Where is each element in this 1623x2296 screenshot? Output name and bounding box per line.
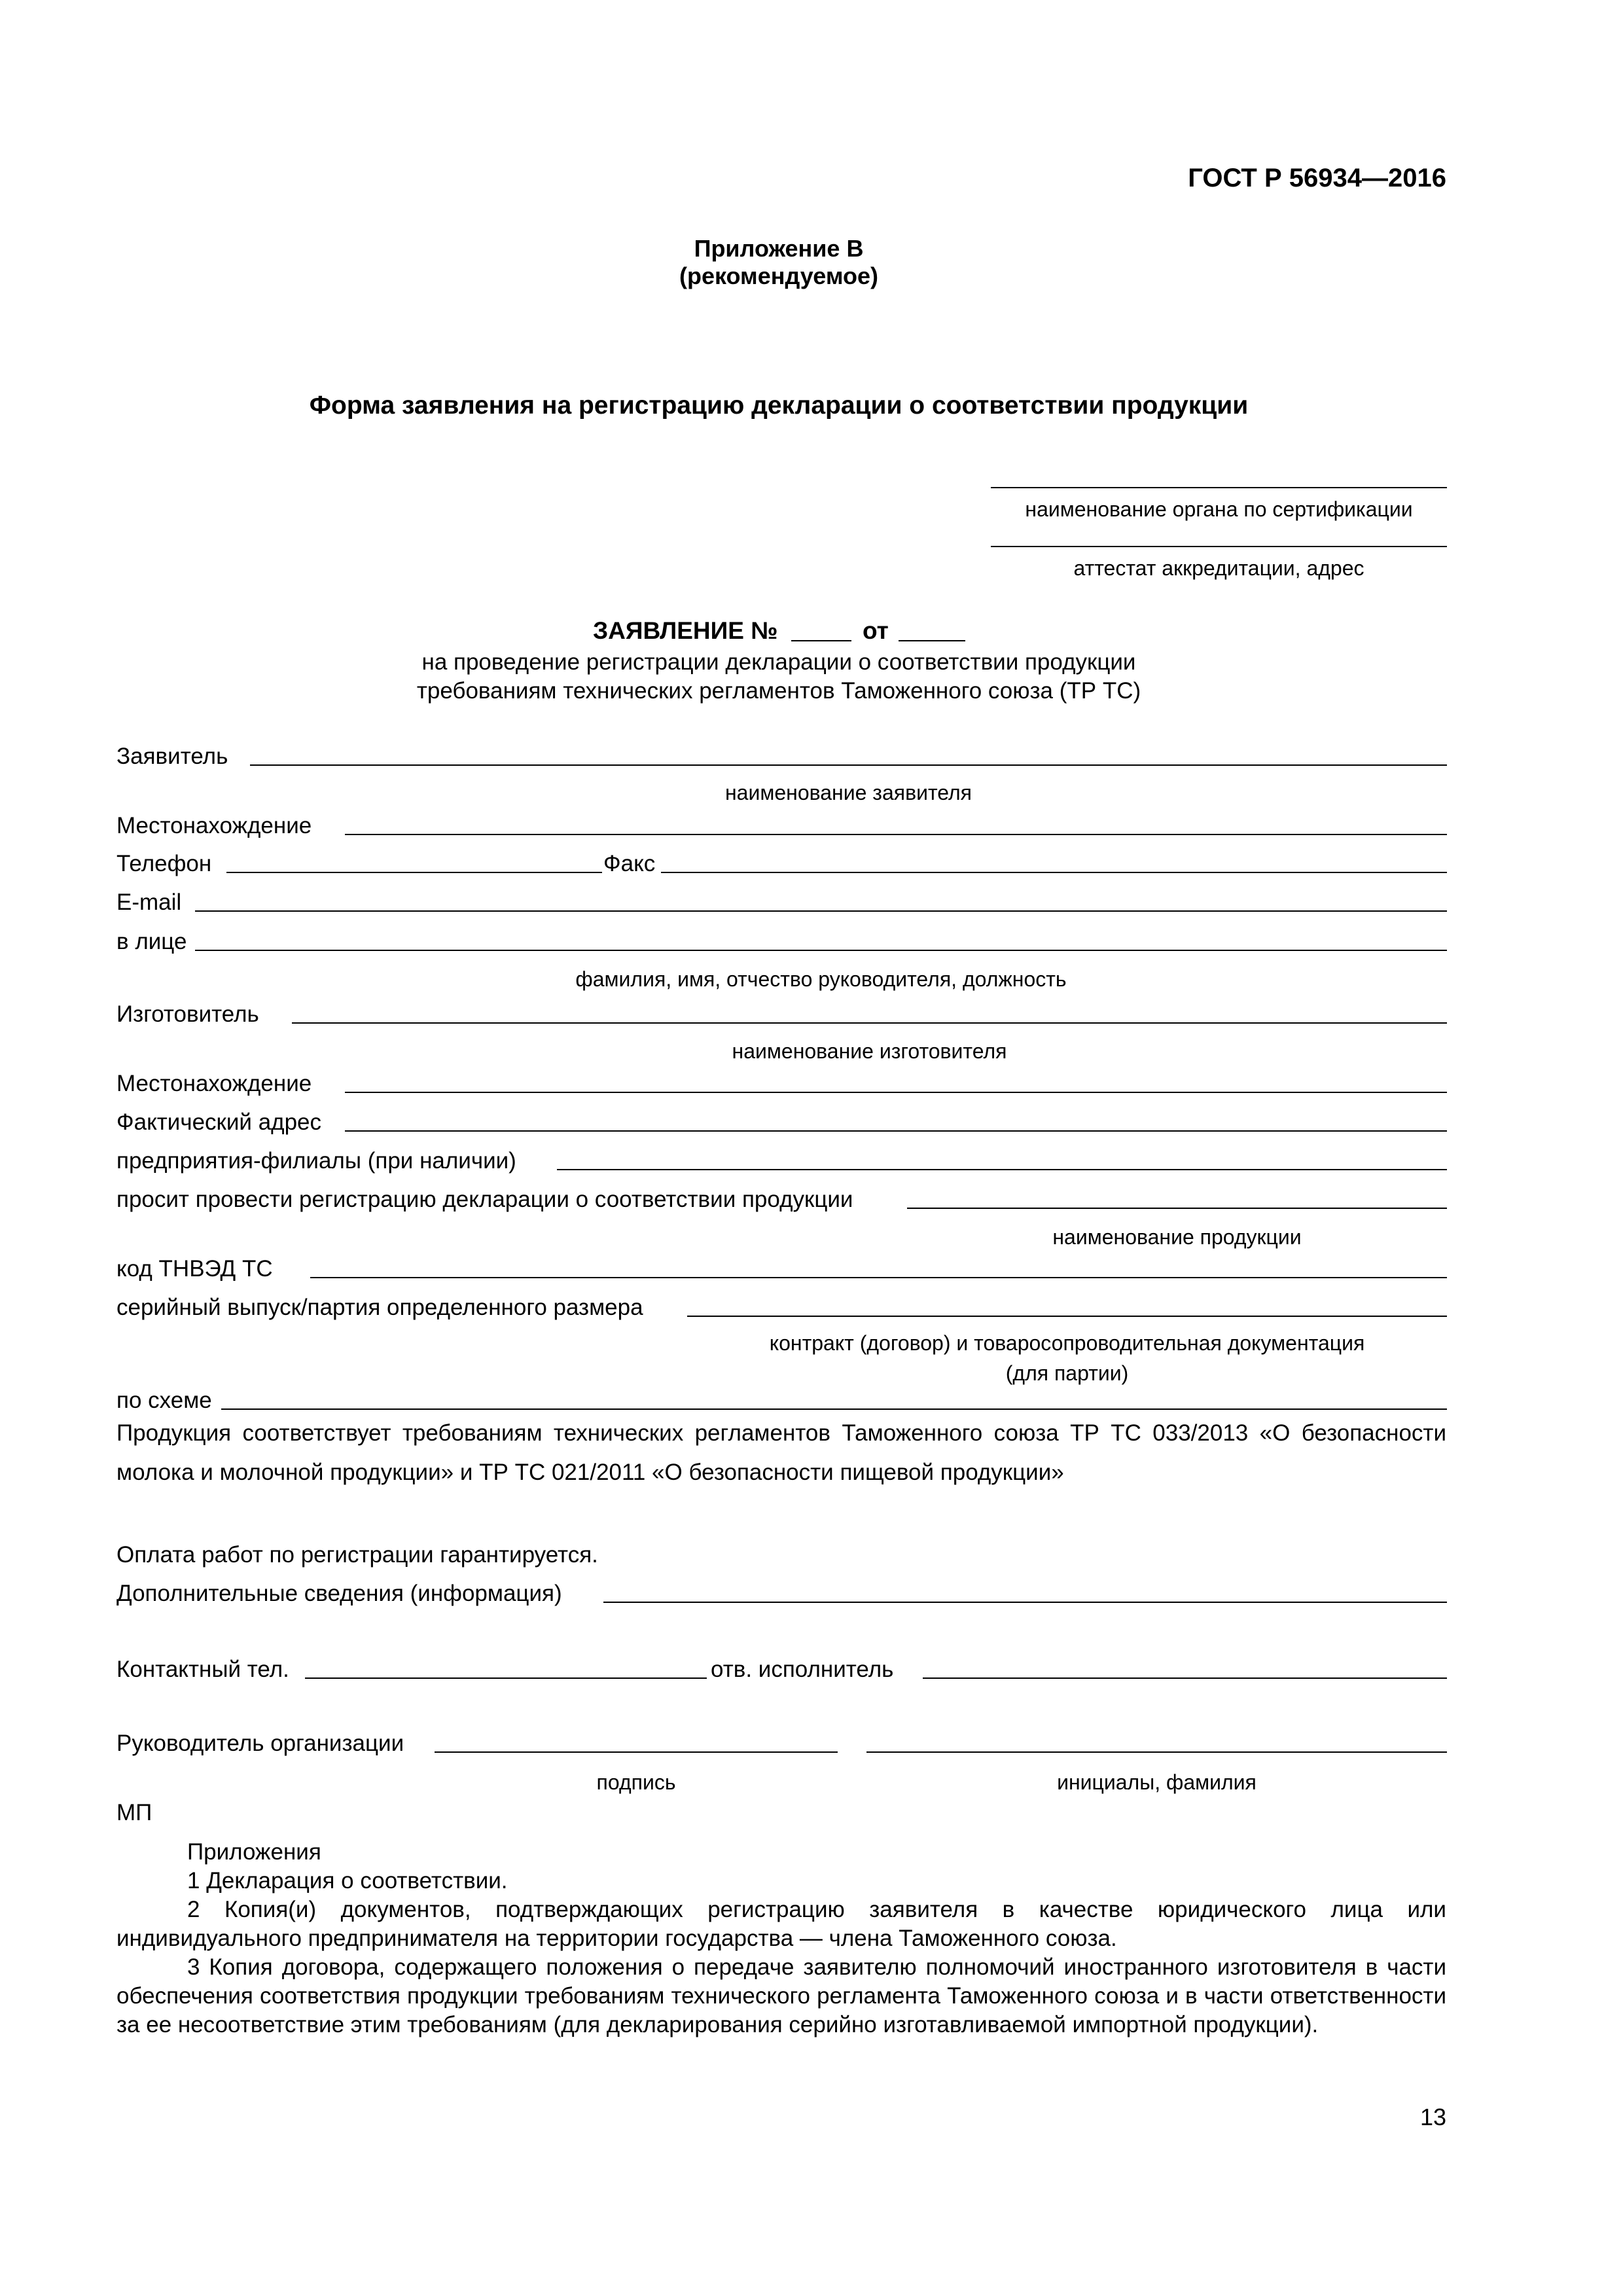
- statement-from-label: от: [863, 617, 889, 644]
- scheme-label: по схеме: [116, 1388, 212, 1413]
- appendices-title: Приложения: [187, 1839, 321, 1865]
- represented-label: в лице: [116, 929, 187, 954]
- stamp-label: МП: [116, 1800, 152, 1825]
- initials-caption: инициалы, фамилия: [1057, 1770, 1257, 1794]
- actual-address-label: Фактический адрес: [116, 1109, 322, 1135]
- manufacturer-location-label: Местонахождение: [116, 1071, 312, 1096]
- email-field[interactable]: [195, 910, 1447, 912]
- appendix-item-3: 3 Копия договора, содержащего положения о передаче заявителю полномочий иностранного изготовителя в части обеспечения соответствия продукции требованиям технического регламента Таможенного союза и в части ответственности за ее несоответствие этим требованиям (для декларирования серийно изготавливаемой импортной продукции).: [116, 1954, 1446, 2037]
- statement-number-label: ЗАЯВЛЕНИЕ №: [593, 617, 778, 644]
- applicant-caption: наименование заявителя: [725, 781, 972, 804]
- statement-title: [593, 619, 777, 643]
- phone-label: Телефон: [116, 851, 212, 876]
- location-field[interactable]: [345, 834, 1447, 835]
- authority-name-line[interactable]: [991, 487, 1447, 488]
- signature-caption: подпись: [596, 1770, 676, 1794]
- phone-field[interactable]: [226, 872, 602, 873]
- responsible-field[interactable]: [923, 1677, 1447, 1679]
- serial-label: серийный выпуск/партия определенного размера: [116, 1295, 643, 1320]
- email-label: E-mail: [116, 889, 182, 915]
- contract-caption-1: контракт (договор) и товаросопроводительная документация: [769, 1331, 1365, 1355]
- fax-label: Факс: [603, 851, 656, 876]
- statement-number-field[interactable]: [791, 640, 851, 641]
- initials-field[interactable]: [866, 1751, 1447, 1753]
- standard-code: ГОСТ Р 56934—2016: [1188, 164, 1446, 192]
- signature-field[interactable]: [435, 1751, 838, 1753]
- manufacturer-field[interactable]: [292, 1022, 1447, 1024]
- represented-field[interactable]: [195, 950, 1447, 951]
- compliance-text: Продукция соответствует требованиям технических регламентов Таможенного союза ТР ТС 033/2013 «О безопасности молока и молочной продукции» и ТР ТС 021/2011 «О безопасности пищевой продукции»: [116, 1420, 1446, 1485]
- applicant-label: Заявитель: [116, 744, 228, 769]
- request-label: просит провести регистрацию декларации о соответствии продукции: [116, 1187, 853, 1212]
- represented-caption: фамилия, имя, отчество руководителя, должность: [575, 967, 1067, 991]
- additional-info-field[interactable]: [603, 1602, 1447, 1603]
- location-label: Местонахождение: [116, 813, 312, 838]
- form-title: Форма заявления на регистрацию декларации о соответствии продукции: [309, 391, 1249, 420]
- page-number: 13: [1419, 2104, 1446, 2130]
- appendix-item-2: 2 Копия(и) документов, подтверждающих регистрацию заявителя в качестве юридического лица или индивидуального предпринимателя на территории государства — члена Таможенного союза.: [116, 1897, 1446, 1951]
- statement-subtitle-1: на проведение регистрации декларации о соответствии продукции: [421, 649, 1136, 675]
- branches-field[interactable]: [557, 1169, 1447, 1170]
- product-caption: наименование продукции: [1052, 1225, 1302, 1249]
- head-of-org-label: Руководитель организации: [116, 1731, 404, 1756]
- serial-field[interactable]: [687, 1316, 1447, 1317]
- applicant-field[interactable]: [250, 764, 1447, 766]
- tnved-field[interactable]: [310, 1277, 1447, 1278]
- annex-type: (рекомендуемое): [679, 262, 878, 289]
- branches-label: предприятия-филиалы (при наличии): [116, 1148, 516, 1174]
- contact-phone-field[interactable]: [305, 1677, 707, 1679]
- appendix-item-1: 1 Декларация о соответствии.: [187, 1868, 508, 1893]
- scheme-field[interactable]: [221, 1408, 1447, 1410]
- payment-text: Оплата работ по регистрации гарантируется.: [116, 1542, 598, 1568]
- additional-info-label: Дополнительные сведения (информация): [116, 1581, 562, 1606]
- actual-address-field[interactable]: [345, 1130, 1447, 1132]
- annex-title: Приложение В: [694, 235, 864, 262]
- contract-caption-2: (для партии): [1005, 1361, 1129, 1385]
- manufacturer-label: Изготовитель: [116, 1001, 259, 1027]
- responsible-label: отв. исполнитель: [711, 1657, 894, 1682]
- fax-field[interactable]: [661, 872, 1447, 873]
- manufacturer-caption: наименование изготовителя: [732, 1039, 1007, 1063]
- contact-phone-label: Контактный тел.: [116, 1657, 289, 1682]
- tnved-label: код ТНВЭД ТС: [116, 1256, 273, 1282]
- product-field[interactable]: [907, 1208, 1447, 1209]
- accreditation-caption: аттестат аккредитации, адрес: [1073, 556, 1364, 580]
- accreditation-line[interactable]: [991, 546, 1447, 547]
- manufacturer-location-field[interactable]: [345, 1092, 1447, 1093]
- statement-subtitle-2: требованиям технических регламентов Таможенного союза (ТР ТС): [416, 678, 1141, 704]
- appendices: [116, 1838, 1446, 2039]
- authority-name-caption: наименование органа по сертификации: [1025, 497, 1413, 521]
- statement-date-field[interactable]: [899, 640, 965, 641]
